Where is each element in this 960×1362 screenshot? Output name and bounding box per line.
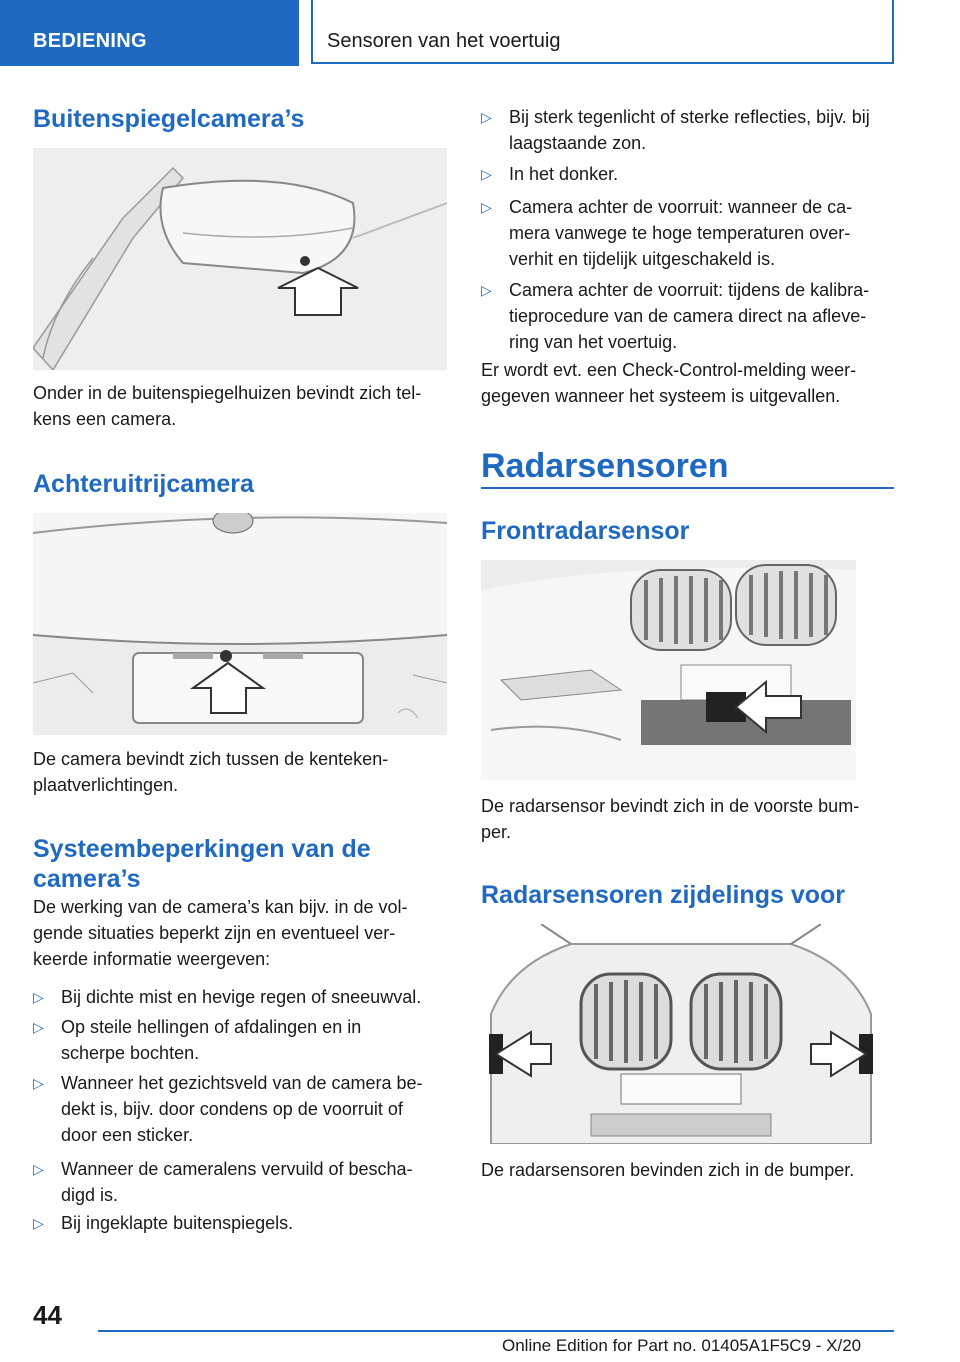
text-line: ring van het voertuig.: [509, 332, 678, 352]
side-radar-image: [481, 924, 881, 1144]
paragraph-limits: [33, 894, 408, 972]
bullet-triangle-icon: ▷: [33, 989, 44, 1005]
heading-line: Systeembeperkingen van de: [33, 835, 371, 863]
text-line: Wanneer de cameralens vervuild of bescha-: [61, 1159, 413, 1179]
paragraph-rear: [33, 746, 388, 798]
text-line: De werking van de camera’s kan bijv. in de vol-: [33, 897, 408, 917]
section-label: BEDIENING: [33, 30, 147, 52]
rear-camera-image: [33, 513, 447, 735]
text-line: keerde informatie weergeven:: [33, 949, 271, 969]
text-line: Onder in de buitenspiegelhuizen bevindt zich tel-: [33, 383, 422, 403]
text-line: Er wordt evt. een Check-Control-melding weer-: [481, 360, 857, 380]
heading-system-limits: [33, 834, 371, 894]
text-line: per.: [481, 822, 512, 842]
bullet-triangle-icon: ▷: [33, 1161, 44, 1177]
bullet-triangle-icon: ▷: [481, 282, 492, 298]
text-line: digd is.: [61, 1185, 119, 1205]
text-line: Camera achter de voorruit: tijdens de kalibra-: [509, 280, 870, 300]
bullet-triangle-icon: ▷: [33, 1215, 44, 1231]
text-line: Bij sterk tegenlicht of sterke reflecties, bijv. bij: [509, 107, 870, 127]
text-line: De camera bevindt zich tussen de kenteken-: [33, 749, 389, 769]
mirror-camera-image: [33, 148, 447, 370]
text-line: door een sticker.: [61, 1125, 194, 1145]
heading-rule: [481, 487, 894, 489]
bullet-triangle-icon: ▷: [33, 1019, 44, 1035]
paragraph-mirror: [33, 380, 421, 432]
text-line: scherpe bochten.: [61, 1043, 200, 1063]
bullet-triangle-icon: ▷: [481, 199, 492, 215]
text-line: De radarsensor bevindt zich in de voorste bum-: [481, 796, 860, 816]
text-line: mera vanwege te hoge temperaturen over-: [509, 223, 851, 243]
text-line: Bij ingeklapte buitenspiegels.: [61, 1213, 294, 1233]
text-line: Camera achter de voorruit: wanneer de ca-: [509, 197, 853, 217]
text-line: plaatverlichtingen.: [33, 775, 179, 795]
text-line: kens een camera.: [33, 409, 177, 429]
bullet-triangle-icon: ▷: [33, 1075, 44, 1091]
section-tab: [0, 0, 299, 66]
heading-line: camera’s: [33, 865, 141, 893]
chapter-header: [311, 0, 894, 64]
paragraph-side-radar: [481, 1157, 854, 1183]
heading-radar-sensors: Radarsensoren: [481, 447, 729, 485]
bullet-triangle-icon: ▷: [481, 109, 492, 125]
paragraph-check-control: [481, 357, 856, 409]
paragraph-front-radar: [481, 793, 859, 845]
text-line: De radarsensoren bevinden zich in de bumper.: [481, 1160, 855, 1180]
footer-rule: [98, 1330, 894, 1332]
heading-mirror-cameras: Buitenspiegelcamera’s: [33, 105, 305, 133]
bullet-triangle-icon: ▷: [481, 166, 492, 182]
text-line: Wanneer het gezichtsveld van de camera be-: [61, 1073, 423, 1093]
text-line: In het donker.: [509, 164, 619, 184]
text-line: Op steile hellingen of afdalingen en in: [61, 1017, 362, 1037]
text-line: gegeven wanneer het systeem is uitgevallen.: [481, 386, 841, 406]
text-line: gende situaties beperkt zijn en eventueel ver-: [33, 923, 396, 943]
footer-edition: Online Edition for Part no. 01405A1F5C9 - X/20: [502, 1336, 862, 1355]
text-line: tieprocedure van de camera direct na afleve-: [509, 306, 867, 326]
heading-rear-camera: Achteruitrijcamera: [33, 470, 254, 498]
front-radar-image: [481, 560, 856, 780]
text-line: laagstaande zon.: [509, 133, 647, 153]
chapter-title: Sensoren van het voertuig: [327, 30, 561, 52]
text-line: dekt is, bijv. door condens op de voorruit of: [61, 1099, 403, 1119]
page-number: 44: [33, 1300, 62, 1330]
heading-side-radar: Radarsensoren zijdelings voor: [481, 881, 845, 909]
text-line: Bij dichte mist en hevige regen of sneeuwval.: [61, 987, 422, 1007]
heading-front-radar: Frontradarsensor: [481, 517, 690, 545]
text-line: verhit en tijdelijk uitgeschakeld is.: [509, 249, 776, 269]
